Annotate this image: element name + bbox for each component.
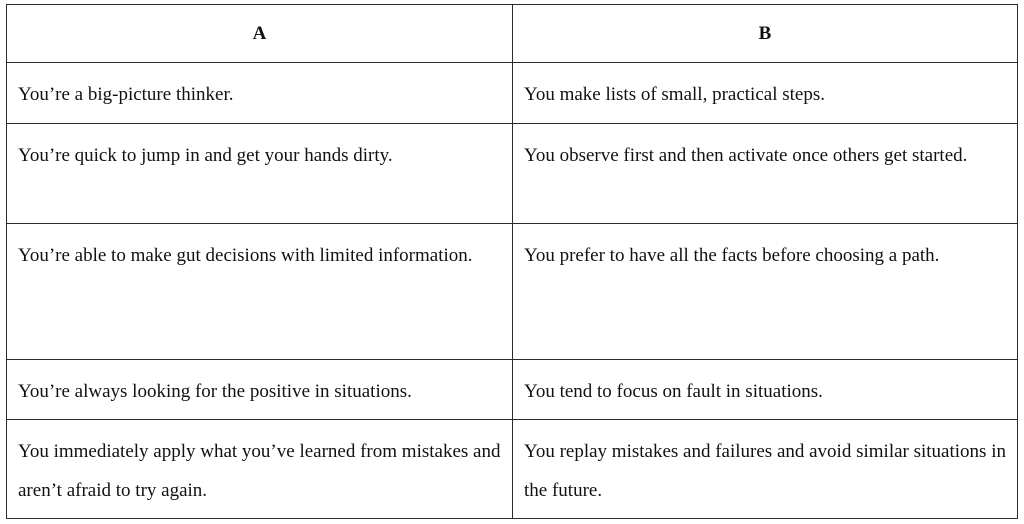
- table-cell-row1-a: You’re a big-picture thinker.: [7, 63, 513, 124]
- column-header-b: B: [513, 5, 1018, 63]
- table-cell-row2-b: You observe first and then activate once others get started.: [513, 124, 1018, 224]
- comparison-table: [6, 4, 1018, 519]
- column-header-a: A: [7, 5, 513, 63]
- table-cell-row5-a: You immediately apply what you’ve learned from mistakes and aren’t afraid to try again.: [7, 420, 513, 519]
- table-cell-row2-a: You’re quick to jump in and get your hands dirty.: [7, 124, 513, 224]
- table-cell-row3-b: You prefer to have all the facts before choosing a path.: [513, 224, 1018, 360]
- table-cell-row1-b: You make lists of small, practical steps.: [513, 63, 1018, 124]
- table-cell-row5-b: You replay mistakes and failures and avoid similar situations in the future.: [513, 420, 1018, 519]
- table-cell-row4-a: You’re always looking for the positive in situations.: [7, 360, 513, 420]
- table-cell-row4-b: You tend to focus on fault in situations.: [513, 360, 1018, 420]
- table-cell-row3-a: You’re able to make gut decisions with limited information.: [7, 224, 513, 360]
